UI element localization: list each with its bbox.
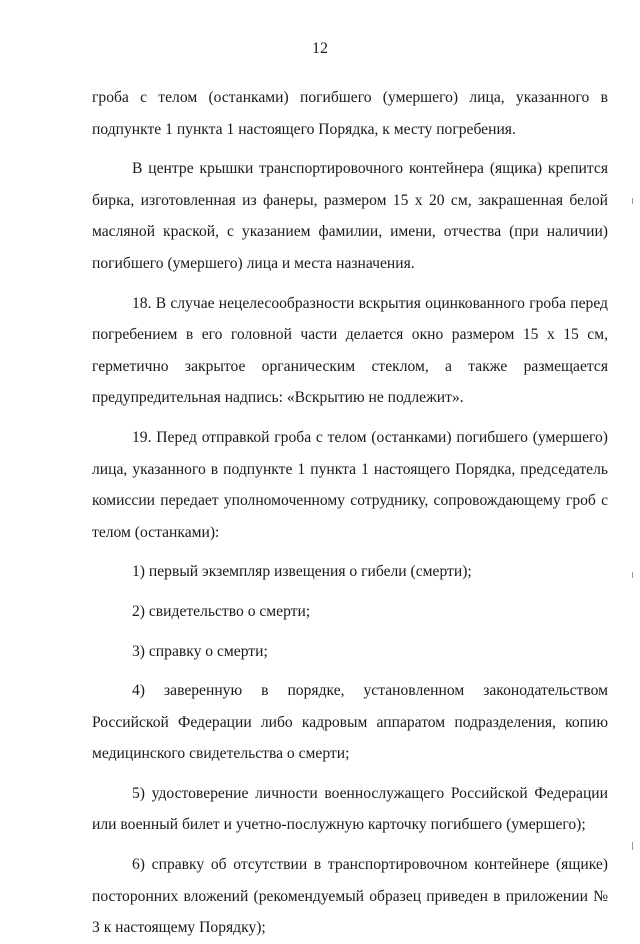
list-item-1: 1) первый экземпляр извещения о гибели (смерти); <box>132 563 472 581</box>
list-item-5: 5) удостоверение личности военнослужащего Российской Федерации или военный билет и учетно-послужную карточку погибшего (умершего); <box>92 784 608 834</box>
body-text <box>92 82 608 944</box>
paragraph-19: 19. Перед отправкой гроба с телом (останками) погибшего (умершего) лица, указанного в подпункте 1 пункта 1 настоящего Порядка, председатель комиссии передает уполномоченному сотруднику, сопровождающему гроб с телом (останками): <box>92 428 608 541</box>
scan-edge-mark <box>632 198 633 204</box>
paragraph-label-tag: В центре крышки транспортировочного контейнера (ящика) крепится бирка, изготовленная из фанеры, размером 15 x 20 см, закрашенная белой масляной краской, с указанием фамилии, имени, отчества (при наличии) погибшего (умершего) лица и места назначения. <box>92 160 608 272</box>
scan-edge-mark <box>632 572 633 578</box>
page-number: 12 <box>312 40 328 57</box>
list-item-4: 4) заверенную в порядке, установленном законодательством Российской Федерации либо кадровым аппаратом подразделения, копию медицинского свидетельства о смерти; <box>92 682 608 763</box>
scan-edge-mark <box>632 842 633 850</box>
list-item-3: 3) справку о смерти; <box>132 642 268 660</box>
paragraph-18: 18. В случае нецелесообразности вскрытия оцинкованного гроба перед погребением в его головной части делается окно размером 15 x 15 см, герметично закрытое органическим стеклом, а также размещается предупредительная надпись: «Вскрытию не подлежит». <box>92 294 608 407</box>
list-item-6: 6) справку об отсутствии в транспортировочном контейнере (ящике) посторонних вложений (рекомендуемый образец приведен в приложении № 3 к настоящему Порядку); <box>92 856 608 937</box>
list-item-2: 2) свидетельство о смерти; <box>132 602 311 620</box>
paragraph-continuation: гроба с телом (останками) погибшего (умершего) лица, указанного в подпункте 1 пункта 1 настоящего Порядка, к месту погребения. <box>92 89 608 138</box>
